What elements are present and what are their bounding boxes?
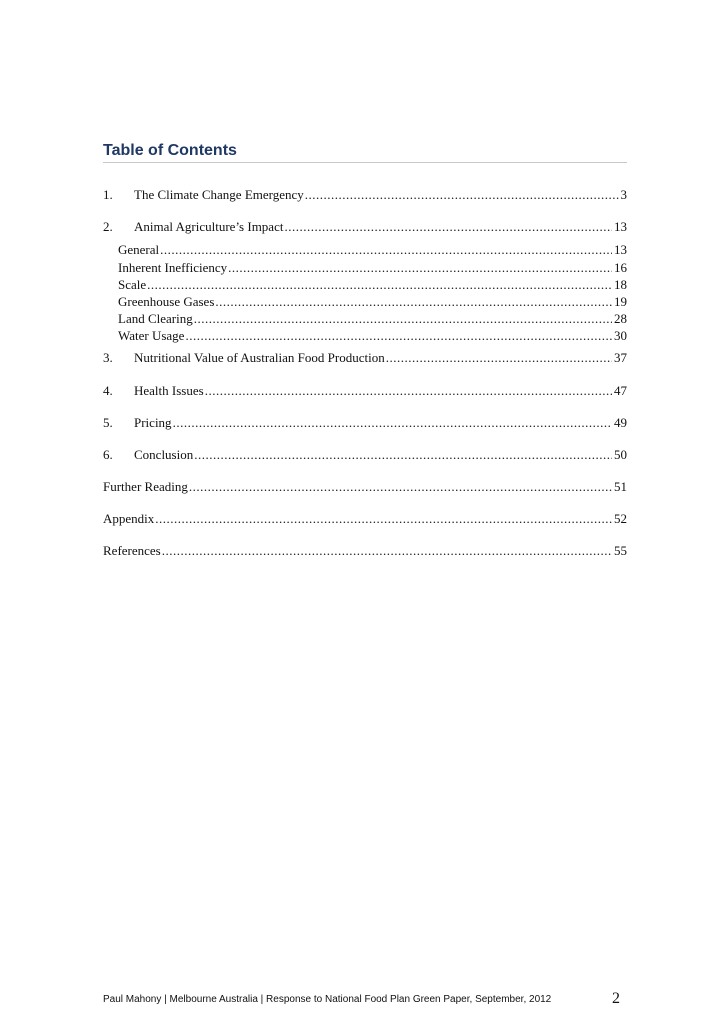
entry-page: 18	[614, 277, 627, 292]
entry-label: General	[118, 242, 160, 257]
toc-entry-scale[interactable]	[118, 277, 627, 293]
dot-leader	[194, 311, 612, 327]
toc-entry-water-usage[interactable]	[118, 328, 627, 344]
toc-entry-land-clearing[interactable]	[118, 311, 627, 327]
entry-label: Nutritional Value of Australian Food Production	[134, 350, 385, 365]
page-number: 2	[612, 990, 620, 1007]
entry-page: 13	[614, 242, 627, 257]
toc-entry-references[interactable]	[103, 543, 627, 559]
entry-label: The Climate Change Emergency	[134, 187, 304, 202]
toc-entry-conclusion[interactable]	[103, 447, 627, 463]
toc-entry-general[interactable]	[118, 242, 627, 258]
entry-label: Greenhouse Gases	[118, 294, 215, 309]
entry-page: 28	[614, 311, 627, 326]
toc-entry-further-reading[interactable]	[103, 479, 627, 495]
dot-leader	[147, 277, 612, 293]
dot-leader	[160, 242, 612, 258]
entry-page: 49	[614, 415, 627, 430]
entry-number: 4.	[103, 383, 113, 398]
dot-leader	[228, 260, 612, 276]
entry-number: 5.	[103, 415, 113, 430]
entry-label: Scale	[118, 277, 147, 292]
entry-page: 16	[614, 260, 627, 275]
dot-leader	[215, 294, 612, 310]
entry-label: Water Usage	[118, 328, 185, 343]
entry-page: 3	[620, 187, 627, 202]
dot-leader	[189, 479, 612, 495]
entry-page: 51	[614, 479, 627, 494]
toc-entry-nutritional-value[interactable]	[103, 350, 627, 366]
entry-label: Inherent Inefficiency	[118, 260, 228, 275]
entry-number: 3.	[103, 350, 113, 365]
entry-page: 55	[614, 543, 627, 558]
entry-label: Pricing	[134, 415, 172, 430]
entry-number: 2.	[103, 219, 113, 234]
dot-leader	[194, 447, 612, 463]
footer-text: Paul Mahony | Melbourne Australia | Response to National Food Plan Green Paper, September, 2012	[103, 994, 552, 1005]
entry-page: 19	[614, 294, 627, 309]
toc-entry-pricing[interactable]	[103, 415, 627, 431]
entry-page: 47	[614, 383, 627, 398]
toc-heading: Table of Contents	[103, 142, 237, 159]
toc-entry-climate-change-emergency[interactable]	[103, 187, 627, 203]
entry-page: 52	[614, 511, 627, 526]
dot-leader	[305, 187, 619, 203]
entry-page: 50	[614, 447, 627, 462]
toc-entry-appendix[interactable]	[103, 511, 627, 527]
entry-label: References	[103, 543, 161, 558]
dot-leader	[205, 383, 612, 399]
entry-number: 6.	[103, 447, 113, 462]
dot-leader	[386, 350, 612, 366]
entry-page: 30	[614, 328, 627, 343]
entry-label: Conclusion	[134, 447, 194, 462]
toc-entry-health-issues[interactable]	[103, 383, 627, 399]
dot-leader	[173, 415, 612, 431]
entry-number: 1.	[103, 187, 113, 202]
dot-leader	[284, 219, 612, 235]
entry-label: Land Clearing	[118, 311, 193, 326]
dot-leader	[162, 543, 612, 559]
entry-label: Appendix	[103, 511, 155, 526]
entry-label: Animal Agriculture’s Impact	[134, 219, 284, 234]
entry-label: Health Issues	[134, 383, 204, 398]
toc-entry-animal-agriculture-impact[interactable]	[103, 219, 627, 235]
toc-entry-inherent-inefficiency[interactable]	[118, 260, 627, 276]
toc-entry-greenhouse-gases[interactable]	[118, 294, 627, 310]
entry-page: 37	[614, 350, 627, 365]
dot-leader	[155, 511, 612, 527]
entry-label: Further Reading	[103, 479, 188, 494]
entry-page: 13	[614, 219, 627, 234]
dot-leader	[185, 328, 612, 344]
heading-rule	[103, 162, 627, 163]
